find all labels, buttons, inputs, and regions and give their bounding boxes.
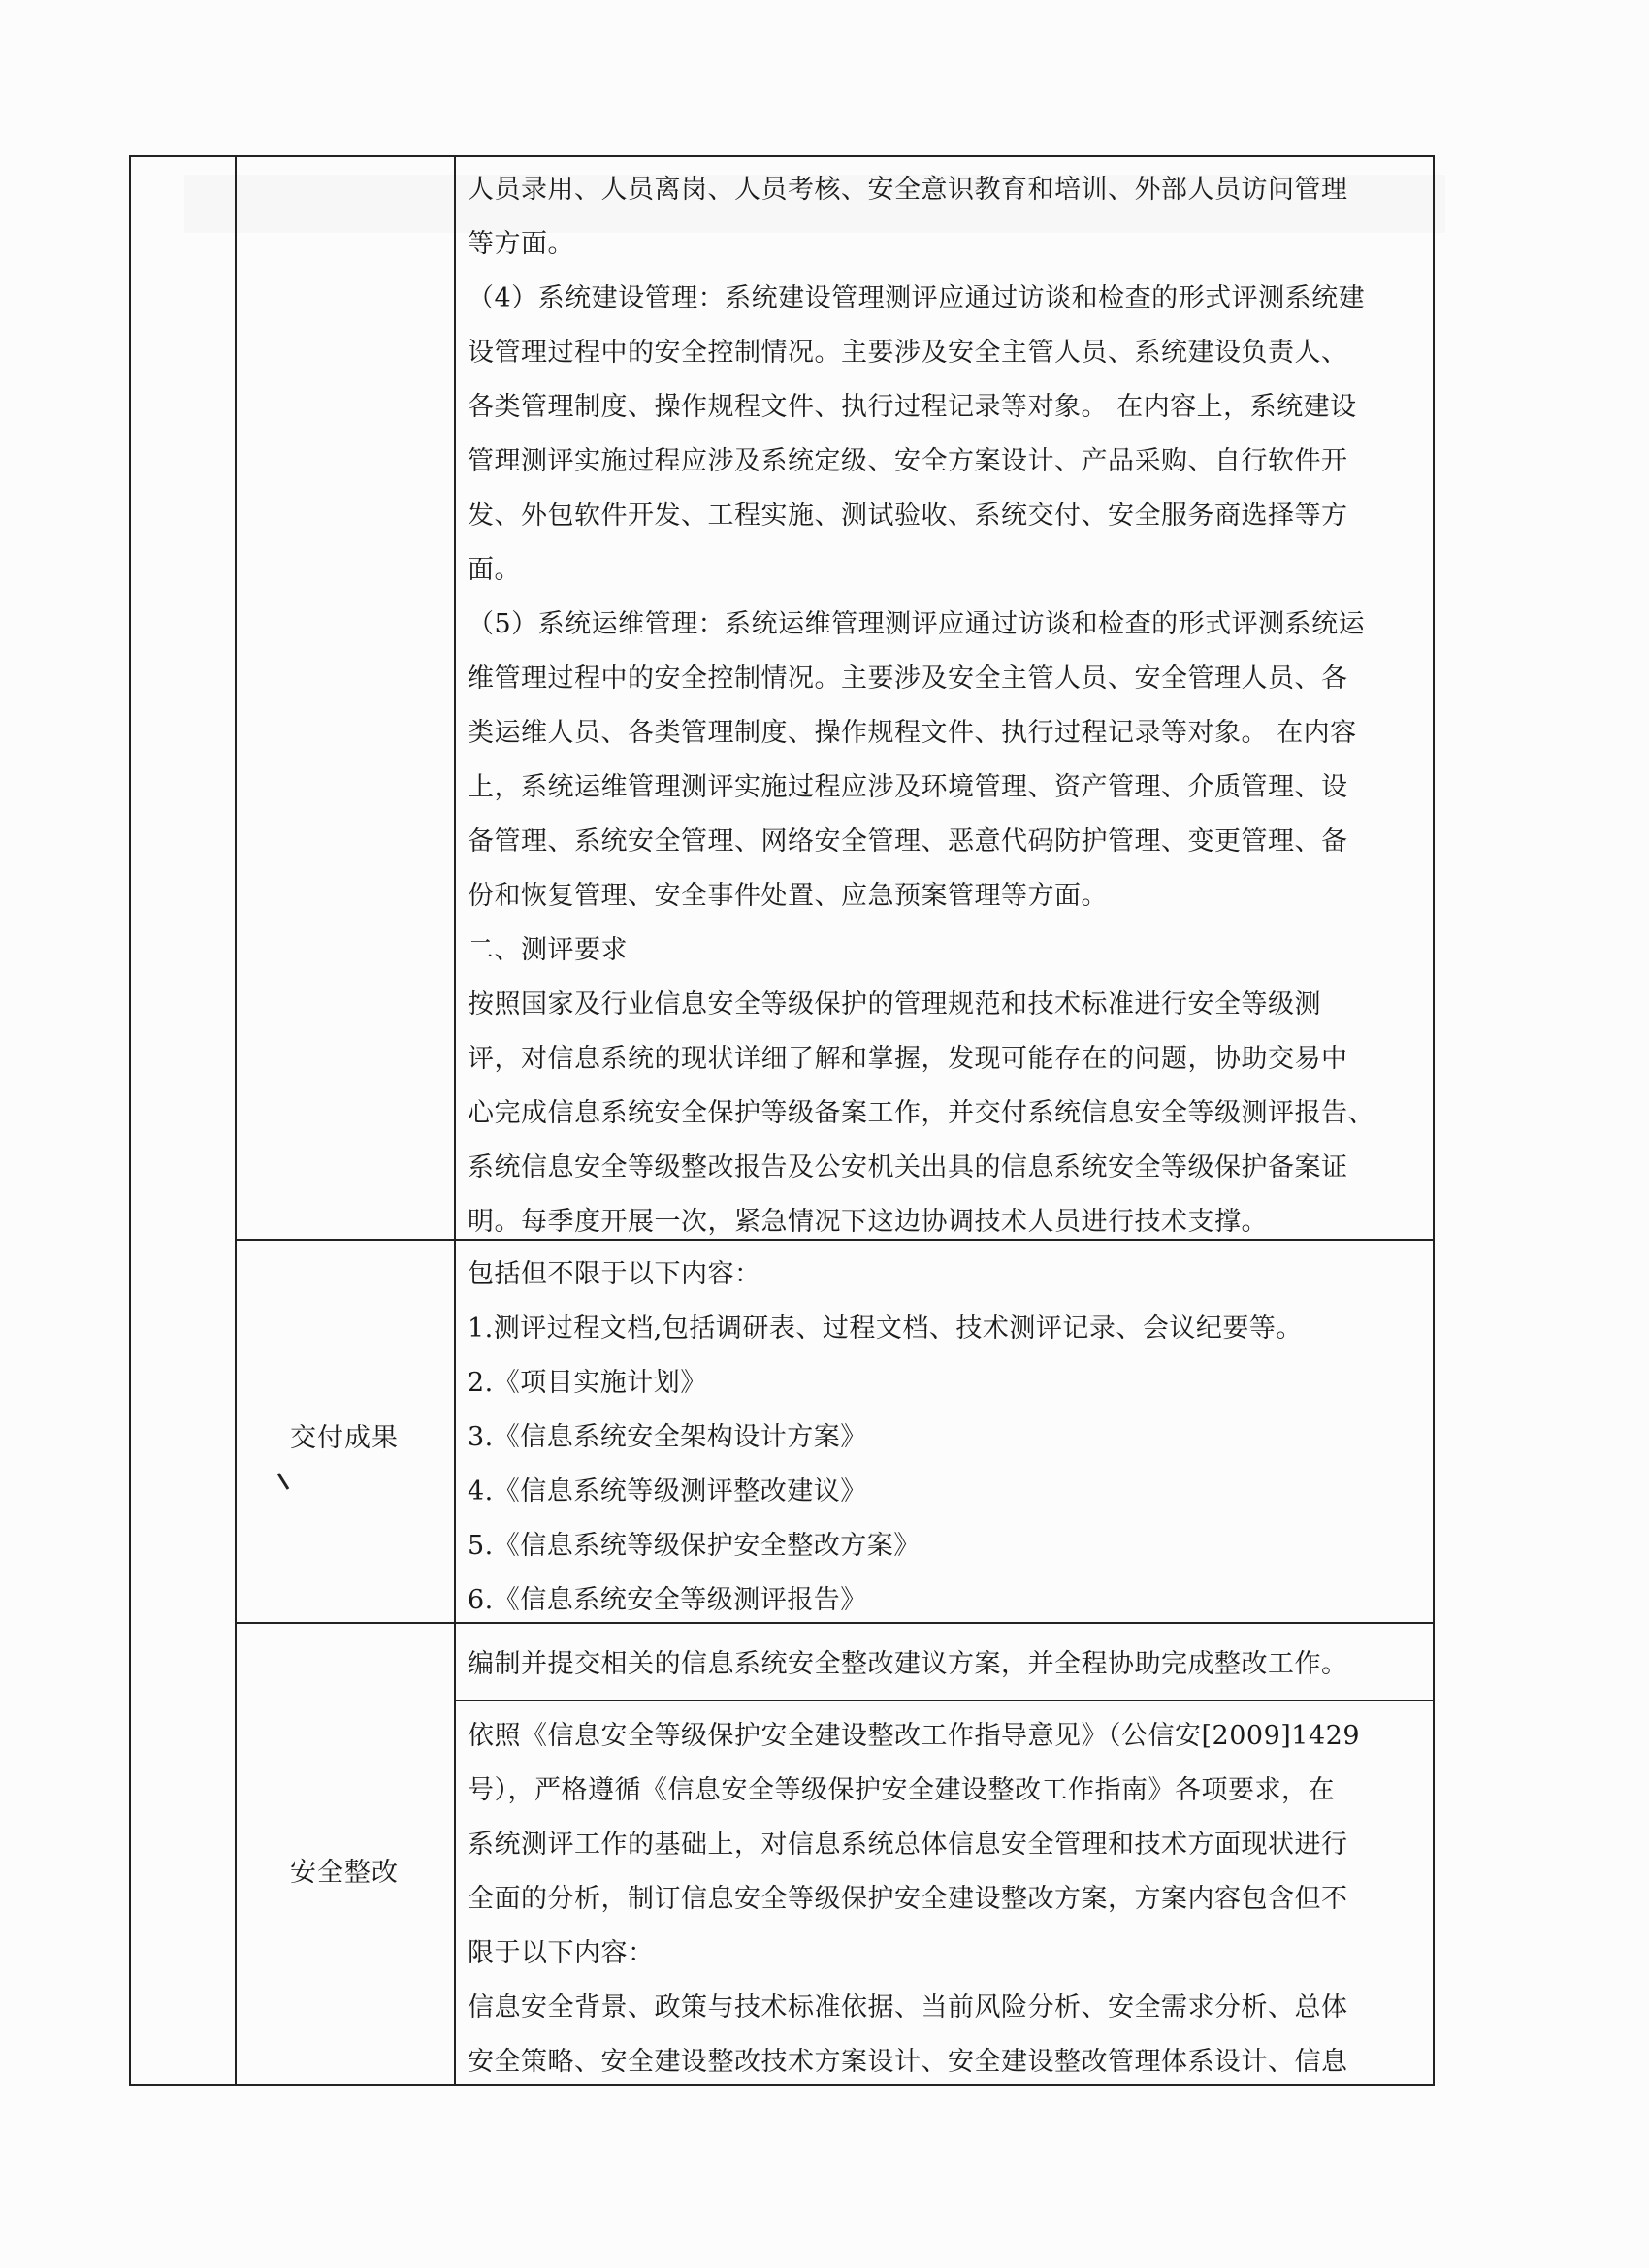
text-line: 份和恢复管理、安全事件处置、应急预案管理等方面。 xyxy=(468,881,1108,911)
deliverables-content xyxy=(468,1247,1423,1628)
text-line: 类运维人员、各类管理制度、操作规程文件、执行过程记录等对象。 在内容 xyxy=(468,718,1357,748)
text-line: 心完成信息系统安全保护等级备案工作，并交付系统信息安全等级测评报告、 xyxy=(468,1098,1374,1128)
rectification-content xyxy=(468,1709,1423,2090)
text-line: 管理测评实施过程应涉及系统定级、安全方案设计、产品采购、自行软件开 xyxy=(468,446,1348,476)
list-item: 4.《信息系统等级测评整改建议》 xyxy=(468,1476,867,1507)
text-line: 二、测评要求 xyxy=(468,935,628,965)
text-line: 限于以下内容： xyxy=(468,1938,655,1968)
pen-mark xyxy=(276,1472,292,1493)
text-line: 依照《信息安全等级保护安全建设整改工作指导意见》（公信安[2009]1429 xyxy=(468,1721,1360,1751)
rectification-label: 安全整改 xyxy=(290,1858,399,1888)
evaluation-content xyxy=(468,163,1423,1249)
text-line: 面。 xyxy=(468,555,521,585)
text-line: 评，对信息系统的现状详细了解和掌握，发现可能存在的问题，协助交易中 xyxy=(468,1044,1348,1074)
list-item: 6.《信息系统安全等级测评报告》 xyxy=(468,1585,867,1615)
list-item: 5.《信息系统等级保护安全整改方案》 xyxy=(468,1531,921,1561)
text-line: 设管理过程中的安全控制情况。主要涉及安全主管人员、系统建设负责人、 xyxy=(468,338,1348,368)
text-line: 包括但不限于以下内容： xyxy=(468,1259,761,1289)
text-line: 编制并提交相关的信息系统安全整改建议方案，并全程协助完成整改工作。 xyxy=(468,1649,1348,1679)
text-line: 安全策略、安全建设整改技术方案设计、安全建设整改管理体系设计、信息 xyxy=(468,2047,1348,2077)
text-line: 号），严格遵循《信息安全等级保护安全建设整改工作指南》各项要求，在 xyxy=(468,1775,1335,1805)
text-line: 系统信息安全等级整改报告及公安机关出具的信息系统安全等级保护备案证 xyxy=(468,1152,1348,1183)
text-line: 信息安全背景、政策与技术标准依据、当前风险分析、安全需求分析、总体 xyxy=(468,1993,1348,2023)
text-line: 等方面。 xyxy=(468,229,574,259)
text-line: 上，系统运维管理测评实施过程应涉及环境管理、资产管理、介质管理、设 xyxy=(468,772,1348,802)
text-line: 系统测评工作的基础上，对信息系统总体信息安全管理和技术方面现状进行 xyxy=(468,1830,1348,1860)
text-line: 各类管理制度、操作规程文件、执行过程记录等对象。 在内容上，系统建设 xyxy=(468,392,1357,422)
deliverables-label: 交付成果 xyxy=(290,1423,399,1453)
row-divider-rectification-inner xyxy=(454,1700,1435,1701)
text-line: 全面的分析，制订信息安全等级保护安全建设整改方案，方案内容包含但不 xyxy=(468,1884,1348,1914)
list-item: 1.测评过程文档,包括调研表、过程文档、技术测评记录、会议纪要等。 xyxy=(468,1313,1303,1344)
table-left-border xyxy=(129,155,131,2086)
text-line: 人员录用、人员离岗、人员考核、安全意识教育和培训、外部人员访问管理 xyxy=(468,175,1348,205)
text-line: 明。每季度开展一次，紧急情况下这边协调技术人员进行技术支撑。 xyxy=(468,1207,1268,1237)
table-column-divider-2 xyxy=(454,155,456,2086)
text-line: 维管理过程中的安全控制情况。主要涉及安全主管人员、安全管理人员、各 xyxy=(468,664,1348,694)
table-column-divider-1 xyxy=(235,155,237,2086)
list-item: 2.《项目实施计划》 xyxy=(468,1368,707,1398)
text-line: 按照国家及行业信息安全等级保护的管理规范和技术标准进行安全等级测 xyxy=(468,989,1321,1020)
rectification-summary xyxy=(468,1637,1423,1692)
table-top-border xyxy=(129,155,1435,157)
text-line: （5）系统运维管理：系统运维管理测评应通过访谈和检查的形式评测系统运 xyxy=(468,609,1366,639)
text-line: 备管理、系统安全管理、网络安全管理、恶意代码防护管理、变更管理、备 xyxy=(468,826,1348,857)
text-line: （4）系统建设管理：系统建设管理测评应通过访谈和检查的形式评测系统建 xyxy=(468,283,1366,313)
text-line: 发、外包软件开发、工程实施、测试验收、系统交付、安全服务商选择等方 xyxy=(468,501,1348,531)
list-item: 3.《信息系统安全架构设计方案》 xyxy=(468,1422,867,1452)
table-right-border xyxy=(1433,155,1435,2086)
